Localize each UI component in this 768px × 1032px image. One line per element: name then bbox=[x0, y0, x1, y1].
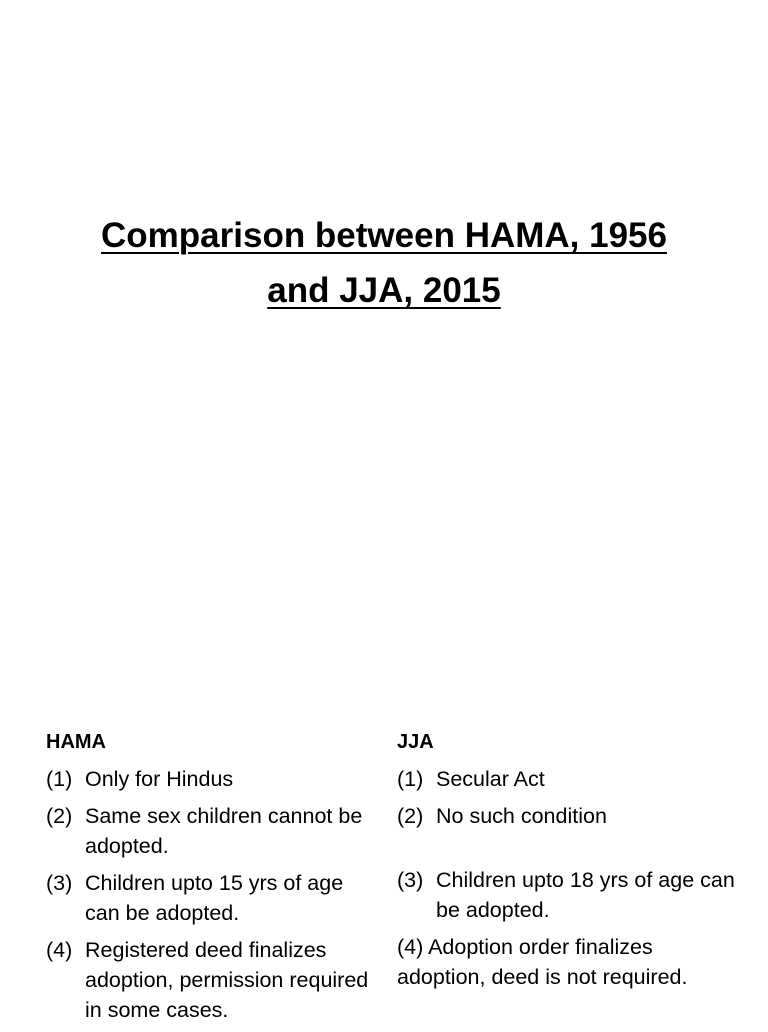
jja-column bbox=[397, 728, 737, 999]
jja-list bbox=[397, 764, 737, 992]
item-text: Registered deed finalizes adoption, permission required in some cases. bbox=[85, 938, 369, 1022]
item-number: (3) bbox=[397, 868, 424, 892]
slide-title bbox=[30, 208, 738, 318]
hama-heading: HAMA bbox=[46, 731, 106, 753]
item-text: Same sex children cannot be adopted. bbox=[85, 804, 363, 858]
item-number: (1) bbox=[397, 767, 424, 791]
item-text: Adoption order finalizes adoption, deed is not required. bbox=[397, 935, 688, 989]
item-text: Children upto 15 yrs of age can be adopted. bbox=[85, 871, 344, 925]
title-line-2: and JJA, 2015 bbox=[267, 271, 501, 310]
item-number: (4) bbox=[46, 938, 73, 962]
list-item bbox=[397, 764, 737, 794]
list-item bbox=[46, 935, 376, 1025]
item-number: (1) bbox=[46, 767, 73, 791]
list-item bbox=[46, 764, 376, 794]
item-text: Children upto 18 yrs of age can be adopted. bbox=[436, 868, 735, 922]
title-line-1: Comparison between HAMA, 1956 bbox=[101, 216, 667, 255]
hama-column bbox=[46, 728, 376, 1032]
hama-list bbox=[46, 764, 376, 1025]
item-number: (2) bbox=[397, 804, 424, 828]
item-text: Secular Act bbox=[436, 767, 545, 791]
list-item bbox=[397, 865, 737, 925]
list-item bbox=[46, 868, 376, 928]
item-number: (2) bbox=[46, 804, 73, 828]
list-item bbox=[397, 801, 737, 831]
list-item bbox=[46, 801, 376, 861]
item-number: (3) bbox=[46, 871, 73, 895]
item-text: Only for Hindus bbox=[85, 767, 234, 791]
item-number: (4) bbox=[397, 935, 424, 959]
item-text: No such condition bbox=[436, 804, 607, 828]
list-item bbox=[397, 932, 737, 992]
jja-heading: JJA bbox=[397, 731, 434, 753]
